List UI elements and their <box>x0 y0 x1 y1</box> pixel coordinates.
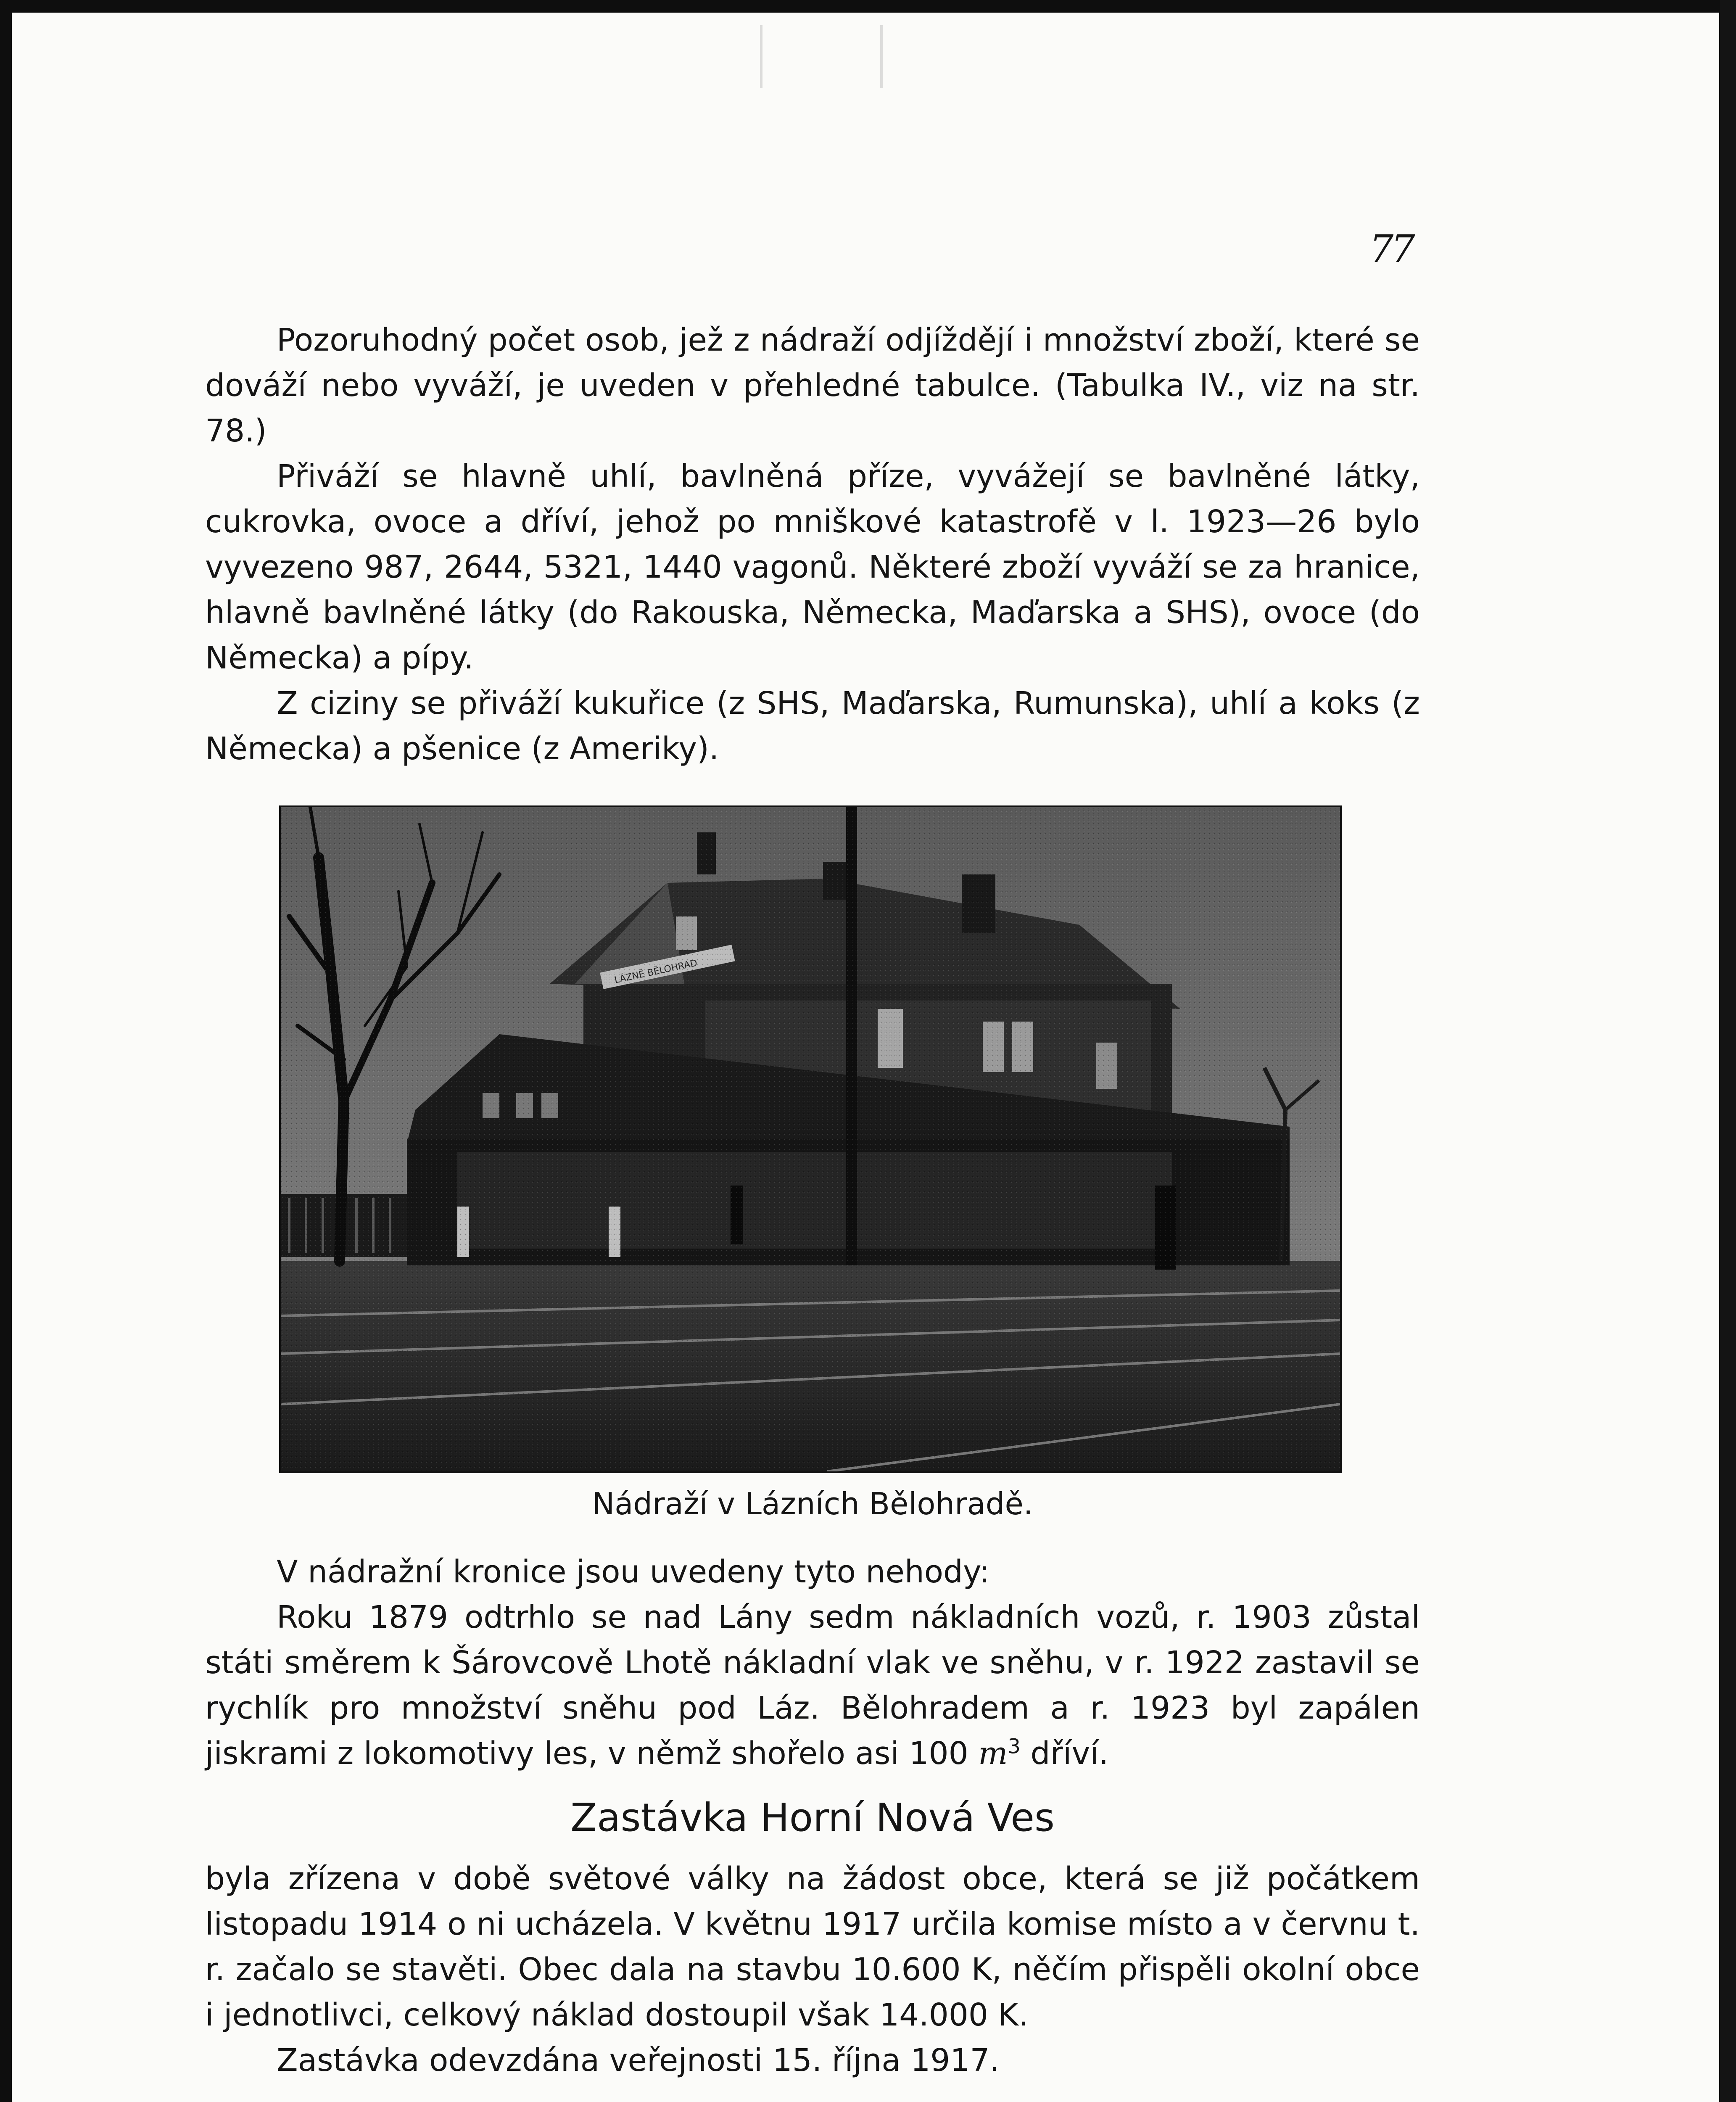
station-photo <box>281 807 1340 1471</box>
scan-edge <box>1720 0 1736 2102</box>
intro-text <box>205 317 1420 771</box>
paragraph: Z ciziny se přiváží kukuřice (z SHS, Maďarska, Rumunska), uhlí a koks (z Německa) a pšenice (z Ameriky). <box>205 685 1420 767</box>
document-page <box>12 13 1719 2102</box>
paragraph-tail: dříví. <box>1020 1735 1109 1772</box>
paragraph: Pozoruhodný počet osob, jež z nádraží odjíždějí i množství zboží, které se dováží nebo vyváží, je uveden v přehledné tabulce. (Tabulka IV., viz na str. 78.) <box>205 322 1420 449</box>
station-photo-drawing <box>281 807 1340 1471</box>
accidents-text <box>205 1549 1420 1776</box>
paragraph: Zastávka odevzdána veřejnosti 15. října 1917. <box>277 2042 1000 2078</box>
section-heading: Zastávka Horní Nová Ves <box>570 1795 1055 1840</box>
unit-exponent: 3 <box>1008 1735 1021 1759</box>
paragraph: V nádražní kronice jsou uvedeny tyto nehody: <box>277 1554 990 1590</box>
paragraph <box>205 1595 1420 1776</box>
unit: m <box>978 1735 1008 1772</box>
section-text <box>205 1856 1420 2083</box>
page-number: 77 <box>1369 227 1413 271</box>
paragraph: Přiváží se hlavně uhlí, bavlněná příze, vyvážejí se bavlněné látky, cukrovka, ovoce a dříví, jehož po mniškové katastrofě v l. 1923—26 bylo vyvezeno 987, 2644, 5321, 1440 vagonů. Některé zboží vyváží se za hranice, hlavně bavlněné látky (do Rakouska, Německa, Maďarska a SHS), ovoce (do Německa) a pípy. <box>205 458 1420 676</box>
scan-mark <box>760 25 883 88</box>
paragraph-body: Roku 1879 odtrhlo se nad Lány sedm nákladních vozů, r. 1903 zůstal státi směrem k Šárovcově Lhotě nákladní vlak ve sněhu, v r. 1922 zastavil se rychlík pro množství sněhu pod Láz. Bělohradem a r. 1923 byl zapálen jiskrami z lokomotivy les, v němž shořelo asi 100 <box>205 1599 1420 1772</box>
paragraph: byla zřízena v době světové války na žádost obce, která se již počátkem listopadu 1914 o ni ucházela. V květnu 1917 určila komise místo a v červnu t. r. začalo se stavěti. Obec dala na stavbu 10.600 K, něčím přispěli okolní obce i jednotlivci, celkový náklad dostoupil však 14.000 K. <box>205 1861 1420 2033</box>
photo-caption: Nádraží v Lázních Bělohradě. <box>592 1486 1033 1521</box>
